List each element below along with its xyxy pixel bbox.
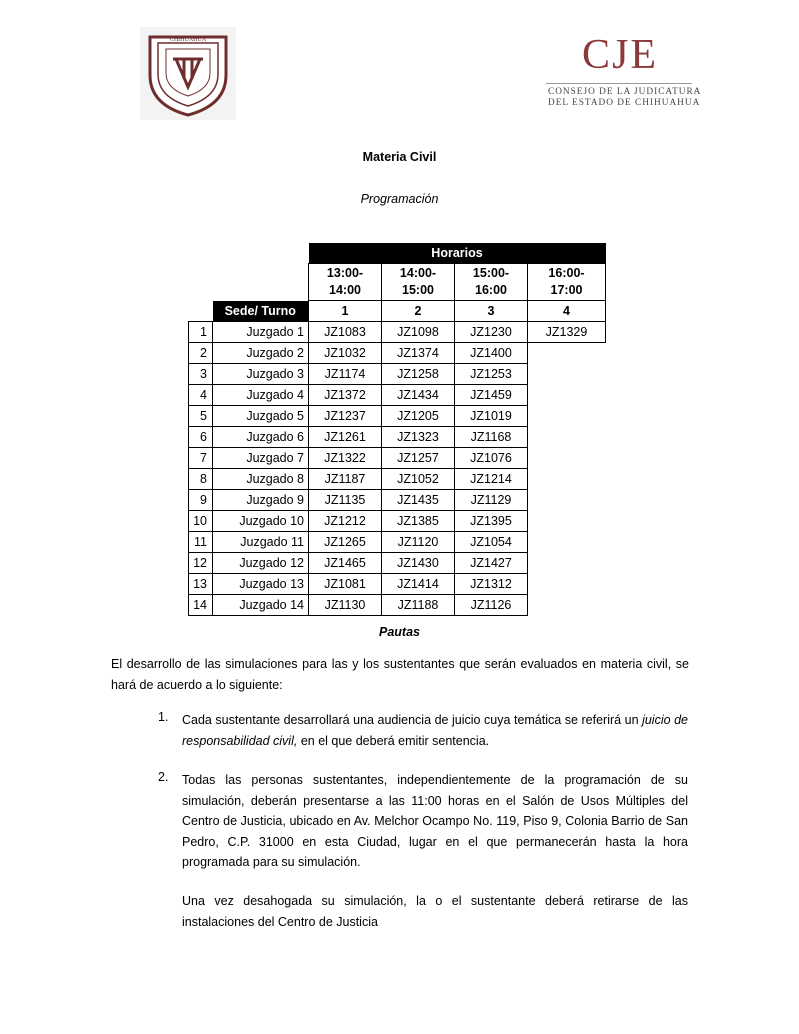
table-row bbox=[189, 427, 606, 448]
empty-cell bbox=[528, 427, 606, 448]
table-row bbox=[189, 448, 606, 469]
turno-2: 2 bbox=[382, 301, 455, 322]
code-cell: JZ1400 bbox=[455, 343, 528, 364]
time-slots-row bbox=[189, 264, 606, 301]
code-cell: JZ1258 bbox=[382, 364, 455, 385]
time-slot-2: 14:00- 15:00 bbox=[382, 264, 455, 301]
item-1-number: 1. bbox=[158, 710, 169, 724]
row-number: 7 bbox=[189, 448, 213, 469]
time-slot-4: 16:00- 17:00 bbox=[528, 264, 606, 301]
turno-3: 3 bbox=[455, 301, 528, 322]
sede-turno-header: Sede/ Turno bbox=[213, 301, 309, 322]
code-cell: JZ1322 bbox=[309, 448, 382, 469]
table-row bbox=[189, 364, 606, 385]
code-cell: JZ1083 bbox=[309, 322, 382, 343]
turno-4: 4 bbox=[528, 301, 606, 322]
item-2-text: Todas las personas sustentantes, independientemente de la programación de su simulación, deberán presentarse a las 11:00 horas en el Salón de Usos Múltiples del Centro de Justicia, ubicado en Av. Melchor Ocampo No. 119, Piso 9, Colonia Barrio de San Pedro, C.P. 31000 en esta Ciudad, lugar en el que permanecerán hasta la hora programada para su simulación. bbox=[182, 773, 688, 869]
sede-cell: Juzgado 11 bbox=[213, 532, 309, 553]
code-cell: JZ1237 bbox=[309, 406, 382, 427]
cje-line-2: DEL ESTADO DE CHIHUAHUA bbox=[548, 98, 701, 108]
code-cell: JZ1265 bbox=[309, 532, 382, 553]
empty-cell bbox=[528, 490, 606, 511]
code-cell: JZ1212 bbox=[309, 511, 382, 532]
row-number: 12 bbox=[189, 553, 213, 574]
code-cell: JZ1187 bbox=[309, 469, 382, 490]
item-2-number: 2. bbox=[158, 770, 169, 784]
table-row bbox=[189, 574, 606, 595]
horarios-header-row bbox=[189, 243, 606, 264]
row-number: 9 bbox=[189, 490, 213, 511]
judicial-seal-logo bbox=[140, 27, 236, 120]
table-row bbox=[189, 406, 606, 427]
cje-letters: CJE bbox=[582, 32, 659, 78]
code-cell: JZ1019 bbox=[455, 406, 528, 427]
schedule-body bbox=[189, 322, 606, 616]
row-number: 11 bbox=[189, 532, 213, 553]
empty-cell bbox=[528, 511, 606, 532]
code-cell: JZ1032 bbox=[309, 343, 382, 364]
code-cell: JZ1230 bbox=[455, 322, 528, 343]
table-row bbox=[189, 511, 606, 532]
pautas-heading: Pautas bbox=[379, 625, 420, 639]
time-slot-1: 13:00- 14:00 bbox=[309, 264, 382, 301]
closing-paragraph: Una vez desahogada su simulación, la o el sustentante deberá retirarse de las instalaciones del Centro de Justicia bbox=[182, 894, 688, 929]
table-row bbox=[189, 322, 606, 343]
row-number: 14 bbox=[189, 595, 213, 616]
code-cell: JZ1261 bbox=[309, 427, 382, 448]
table-row bbox=[189, 490, 606, 511]
empty-cell bbox=[528, 574, 606, 595]
time-slot-3: 15:00- 16:00 bbox=[455, 264, 528, 301]
code-cell: JZ1312 bbox=[455, 574, 528, 595]
code-cell: JZ1126 bbox=[455, 595, 528, 616]
row-number: 10 bbox=[189, 511, 213, 532]
code-cell: JZ1374 bbox=[382, 343, 455, 364]
code-cell: JZ1054 bbox=[455, 532, 528, 553]
sede-cell: Juzgado 9 bbox=[213, 490, 309, 511]
sede-cell: Juzgado 14 bbox=[213, 595, 309, 616]
code-cell: JZ1430 bbox=[382, 553, 455, 574]
code-cell: JZ1385 bbox=[382, 511, 455, 532]
row-number: 6 bbox=[189, 427, 213, 448]
code-cell: JZ1129 bbox=[455, 490, 528, 511]
code-cell: JZ1081 bbox=[309, 574, 382, 595]
sede-cell: Juzgado 1 bbox=[213, 322, 309, 343]
sede-cell: Juzgado 2 bbox=[213, 343, 309, 364]
code-cell: JZ1372 bbox=[309, 385, 382, 406]
table-row bbox=[189, 532, 606, 553]
table-row bbox=[189, 343, 606, 364]
cje-logo bbox=[546, 32, 702, 114]
document-title: Materia Civil bbox=[362, 150, 437, 164]
code-cell: JZ1098 bbox=[382, 322, 455, 343]
sede-cell: Juzgado 6 bbox=[213, 427, 309, 448]
sede-cell: Juzgado 13 bbox=[213, 574, 309, 595]
empty-cell bbox=[528, 469, 606, 490]
sede-cell: Juzgado 3 bbox=[213, 364, 309, 385]
code-cell: JZ1205 bbox=[382, 406, 455, 427]
row-number: 2 bbox=[189, 343, 213, 364]
sede-cell: Juzgado 8 bbox=[213, 469, 309, 490]
code-cell: JZ1434 bbox=[382, 385, 455, 406]
empty-cell bbox=[528, 343, 606, 364]
cje-line-1: CONSEJO DE LA JUDICATURA bbox=[548, 87, 702, 97]
empty-cell bbox=[528, 385, 606, 406]
intro-paragraph: El desarrollo de las simulaciones para las y los sustentantes que serán evaluados en materia civil, se hará de acuerdo a lo siguiente: bbox=[111, 657, 689, 692]
code-cell: JZ1257 bbox=[382, 448, 455, 469]
code-cell: JZ1188 bbox=[382, 595, 455, 616]
cje-divider bbox=[546, 83, 692, 84]
code-cell: JZ1253 bbox=[455, 364, 528, 385]
row-number: 1 bbox=[189, 322, 213, 343]
code-cell: JZ1395 bbox=[455, 511, 528, 532]
table-row bbox=[189, 469, 606, 490]
row-number: 3 bbox=[189, 364, 213, 385]
row-number: 13 bbox=[189, 574, 213, 595]
svg-text:CHIHUAHUA: CHIHUAHUA bbox=[169, 37, 207, 43]
turno-row bbox=[189, 301, 606, 322]
code-cell: JZ1459 bbox=[455, 385, 528, 406]
empty-cell bbox=[528, 448, 606, 469]
code-cell: JZ1329 bbox=[528, 322, 606, 343]
code-cell: JZ1435 bbox=[382, 490, 455, 511]
empty-cell bbox=[528, 364, 606, 385]
row-number: 4 bbox=[189, 385, 213, 406]
row-number: 8 bbox=[189, 469, 213, 490]
seal-shield-icon bbox=[140, 27, 236, 120]
empty-cell bbox=[528, 553, 606, 574]
table-row bbox=[189, 385, 606, 406]
code-cell: JZ1168 bbox=[455, 427, 528, 448]
horarios-header: Horarios bbox=[309, 243, 606, 264]
sede-cell: Juzgado 10 bbox=[213, 511, 309, 532]
code-cell: JZ1052 bbox=[382, 469, 455, 490]
empty-cell bbox=[528, 532, 606, 553]
turno-1: 1 bbox=[309, 301, 382, 322]
code-cell: JZ1214 bbox=[455, 469, 528, 490]
code-cell: JZ1414 bbox=[382, 574, 455, 595]
sede-cell: Juzgado 12 bbox=[213, 553, 309, 574]
sede-cell: Juzgado 4 bbox=[213, 385, 309, 406]
sede-cell: Juzgado 5 bbox=[213, 406, 309, 427]
code-cell: JZ1120 bbox=[382, 532, 455, 553]
code-cell: JZ1465 bbox=[309, 553, 382, 574]
empty-cell bbox=[528, 595, 606, 616]
row-number: 5 bbox=[189, 406, 213, 427]
empty-cell bbox=[528, 406, 606, 427]
table-row bbox=[189, 595, 606, 616]
schedule-table bbox=[188, 243, 606, 616]
code-cell: JZ1427 bbox=[455, 553, 528, 574]
code-cell: JZ1135 bbox=[309, 490, 382, 511]
sede-cell: Juzgado 7 bbox=[213, 448, 309, 469]
document-subtitle: Programación bbox=[360, 192, 439, 206]
code-cell: JZ1323 bbox=[382, 427, 455, 448]
code-cell: JZ1130 bbox=[309, 595, 382, 616]
code-cell: JZ1076 bbox=[455, 448, 528, 469]
item-1-text: Cada sustentante desarrollará una audiencia de juicio cuya temática se referirá un juicio de responsabilidad civil, en el que deberá emitir sentencia. bbox=[182, 713, 688, 748]
table-row bbox=[189, 553, 606, 574]
code-cell: JZ1174 bbox=[309, 364, 382, 385]
